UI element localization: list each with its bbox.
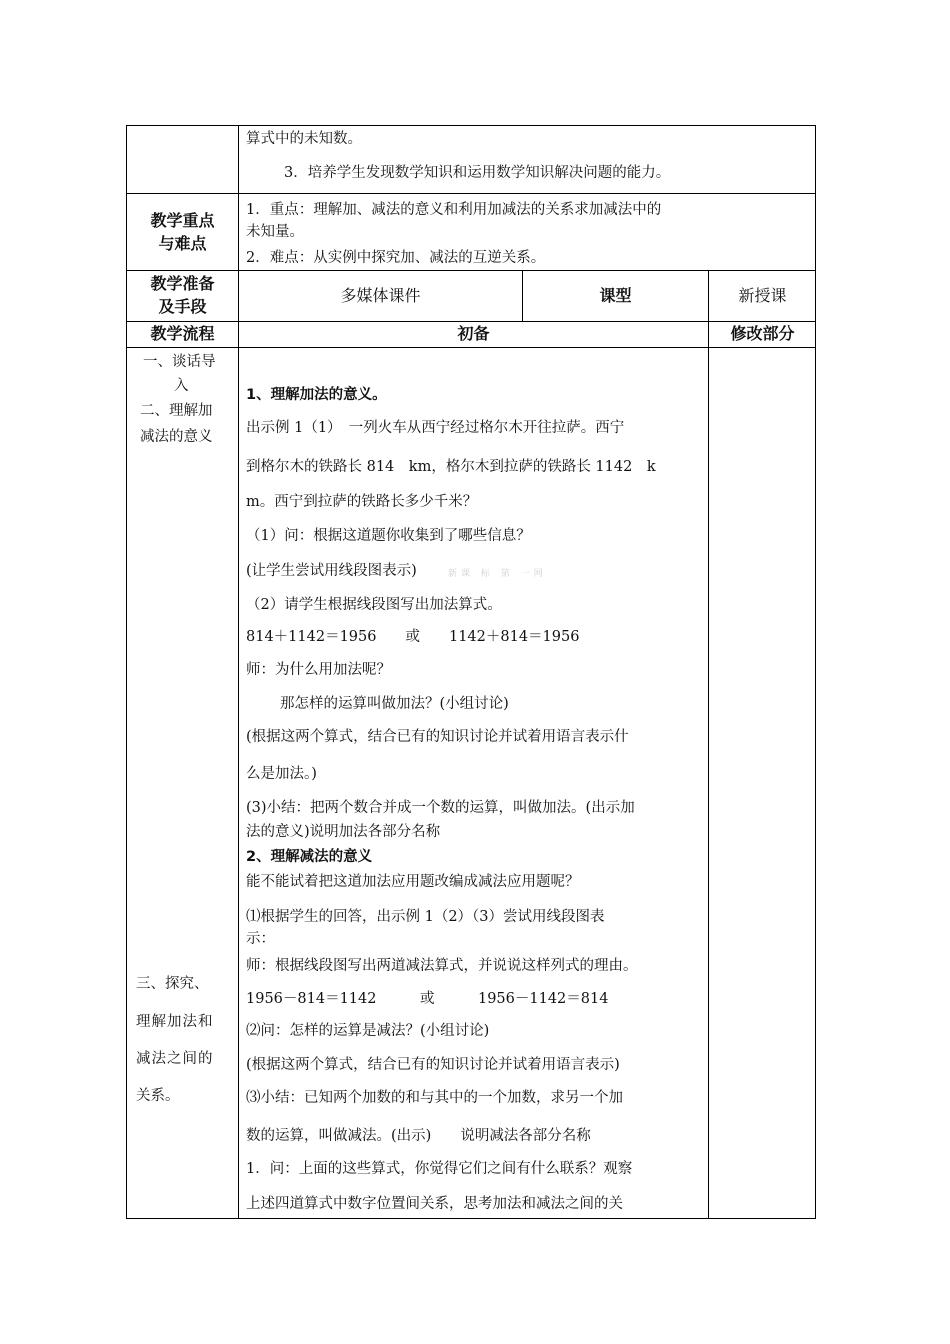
flow-step3-line1: 三、探究、 <box>136 976 209 992</box>
row-divider-3 <box>126 321 816 322</box>
content-line: 出示例 1（1） 一列火车从西宁经过格尔木开往拉萨。西宁 <box>246 420 625 436</box>
content-line: 数的运算，叫做减法。(出示) 说明减法各部分名称 <box>246 1128 591 1144</box>
header-revise: 修改部分 <box>730 324 795 343</box>
row-divider-1 <box>126 193 816 194</box>
content-line: 示： <box>246 931 275 947</box>
prep-label-line1: 教学准备 <box>150 274 215 293</box>
prep-label-line2: 及手段 <box>158 297 207 316</box>
content-line: 1．问：上面的这些算式，你觉得它们之间有什么联系？观察 <box>246 1161 633 1177</box>
header-draft: 初备 <box>457 324 490 343</box>
objective-text-line2: 3．培养学生发现数学知识和运用数学知识解决问题的能力。 <box>284 165 671 181</box>
content-line: 师：根据线段图写出两道减法算式，并说说这样列式的理由。 <box>246 958 638 974</box>
content-line: 能不能试着把这道加法应用题改编成减法应用题呢？ <box>246 874 580 890</box>
focus-item1-line2: 未知量。 <box>246 224 304 240</box>
content-line: m。西宁到拉萨的铁路长多少千米？ <box>246 494 478 510</box>
content-line: ⑴根据学生的回答，出示例 1（2）（3）尝试用线段图表 <box>246 909 605 925</box>
header-flow: 教学流程 <box>150 324 215 343</box>
focus-item1-line1: 1．重点：理解加、减法的意义和利用加减法的关系求加减法中的 <box>246 202 662 218</box>
focus-label-line2: 与难点 <box>158 234 207 253</box>
content-line: (根据这两个算式，结合已有的知识讨论并试着用语言表示什 <box>246 729 629 745</box>
objective-text-line1: 算式中的未知数。 <box>246 131 362 147</box>
focus-item2: 2．难点：从实例中探究加、减法的互逆关系。 <box>246 250 546 266</box>
content-line: (让学生尝试用线段图表示) <box>246 563 417 579</box>
content-line: 那怎样的运算叫做加法？(小组讨论) <box>280 696 509 712</box>
content-line: 到格尔木的铁路长 814 km，格尔木到拉萨的铁路长 1142 k <box>246 459 656 475</box>
content-line: 师：为什么用加法呢？ <box>246 662 391 678</box>
flow-step2-line1: 二、理解加 <box>140 403 213 419</box>
flow-step3-line3: 减法之间的 <box>136 1051 214 1067</box>
addition-equations: 814＋1142＝1956 或 1142＋814＝1956 <box>246 629 580 645</box>
content-line: 上述四道算式中数字位置间关系，思考加法和减法之间的关 <box>246 1196 623 1212</box>
flow-step3-line4: 关系。 <box>136 1088 180 1104</box>
content-line: 么是加法。) <box>246 766 317 782</box>
lesson-type-value: 新授课 <box>738 286 787 305</box>
watermark-text: 新课 标 第 一网 <box>448 569 547 579</box>
subtraction-equations: 1956－814＝1142 或 1956－1142＝814 <box>246 991 609 1007</box>
row-divider-2 <box>126 270 816 271</box>
row-divider-4 <box>126 347 816 348</box>
focus-label-line1: 教学重点 <box>150 211 215 230</box>
content-line: (3)小结：把两个数合并成一个数的运算，叫做加法。(出示加 <box>246 800 635 816</box>
content-line: (根据这两个算式，结合已有的知识讨论并试着用语言表示) <box>246 1057 620 1073</box>
flow-step1-line1: 一、谈话导 <box>143 354 216 370</box>
flow-step1-line2: 入 <box>174 378 189 394</box>
prep-value: 多媒体课件 <box>340 286 421 305</box>
flow-step3-line2: 理解加法和 <box>136 1014 214 1030</box>
content-line: ⑵问：怎样的运算是减法？(小组讨论) <box>246 1023 490 1039</box>
col-divider-right <box>708 270 709 1219</box>
lesson-type-label: 课型 <box>599 286 632 305</box>
content-line: （1）问：根据这道题你收集到了哪些信息？ <box>246 528 531 544</box>
content-line: 法的意义)说明加法各部分名称 <box>246 824 441 840</box>
flow-step2-line2: 减法的意义 <box>140 429 213 445</box>
content-line: ⑶小结：已知两个加数的和与其中的一个加数，求另一个加 <box>246 1090 623 1106</box>
content-line: （2）请学生根据线段图写出加法算式。 <box>246 597 502 613</box>
section-heading-subtraction: 2、理解减法的意义 <box>246 849 373 865</box>
section-heading-addition: 1、理解加法的意义。 <box>246 387 387 403</box>
